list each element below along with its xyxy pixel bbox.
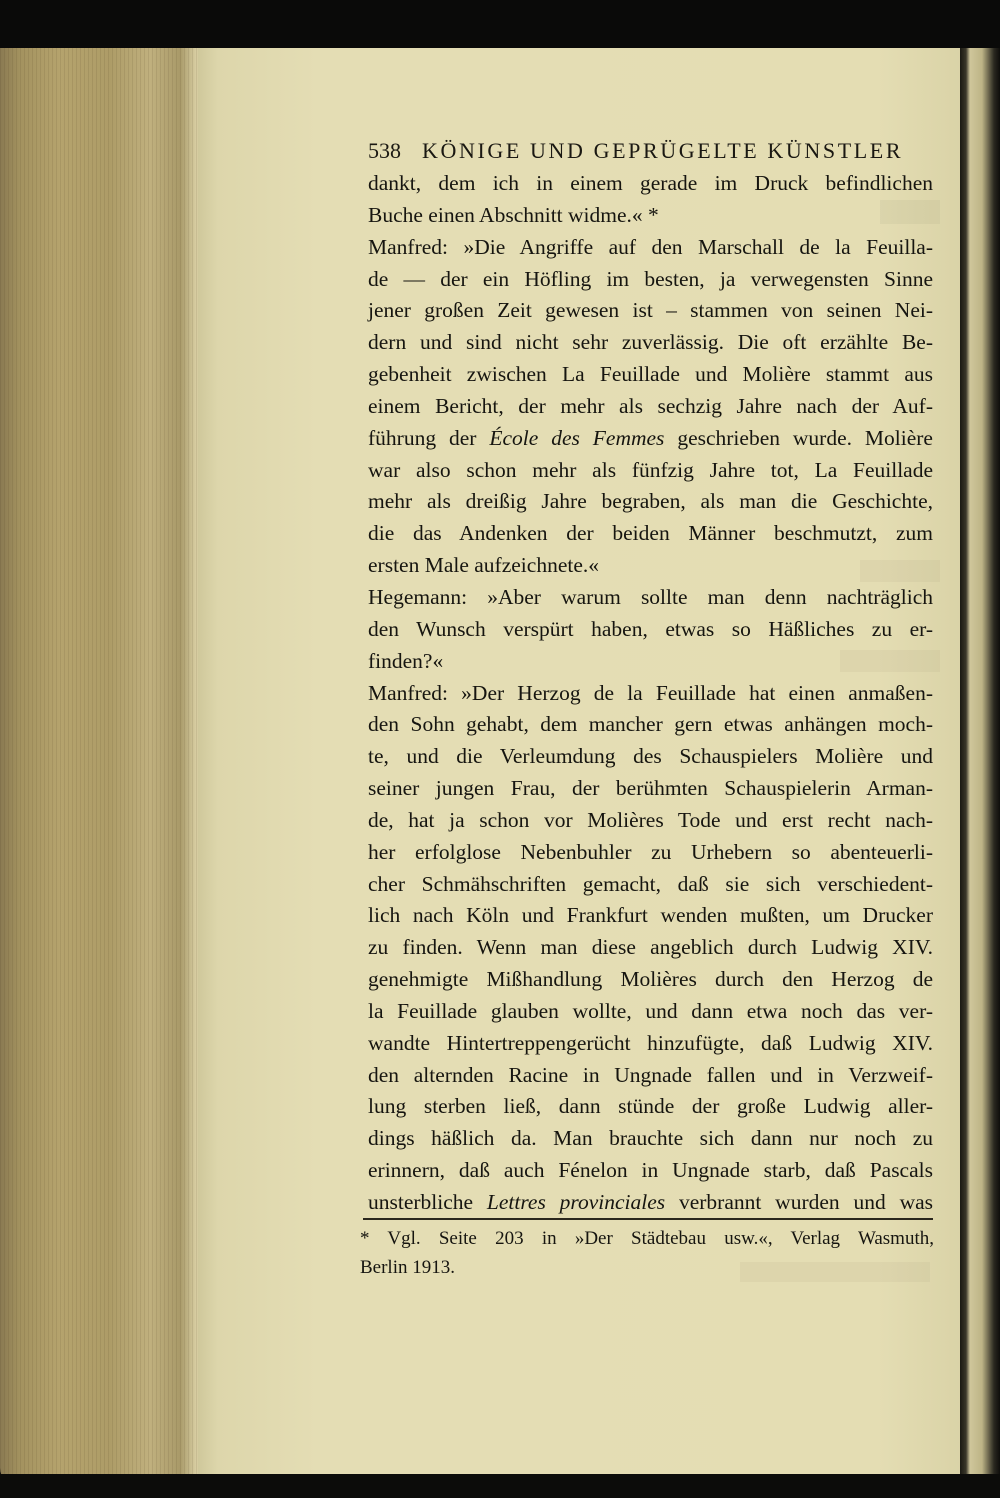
- text-line: Buche einen Abschnitt widme.« *: [368, 202, 659, 227]
- running-head-title: KÖNIGE UND GEPRÜGELTE KÜNSTLER: [422, 138, 904, 163]
- text-line: dankt, dem ich in einem gerade im Druck befindlichen: [368, 171, 933, 195]
- text-line: den Sohn gehabt, dem mancher gern etwas anhängen moch-: [368, 712, 933, 737]
- text-line: erinnern, daß auch Fénelon in Ungnade starb, daß Pascals: [368, 1158, 933, 1183]
- text-line: de, hat ja schon vor Molières Tode und erst recht nach-: [368, 807, 933, 832]
- text-line: dings häßlich da. Man brauchte sich dann nur noch zu: [368, 1126, 933, 1151]
- text-line: mehr als dreißig Jahre begraben, als man die Geschichte,: [368, 489, 933, 514]
- italic-title: École des Femmes: [489, 425, 665, 450]
- text-line: war also schon mehr als fünfzig Jahre tot, La Feuillade: [368, 457, 933, 482]
- text-line: [368, 423, 933, 455]
- text-run: verbrannt wurden und was: [665, 1190, 934, 1214]
- footnote-line: Berlin 1913.: [360, 1257, 455, 1278]
- page-number: 538: [368, 138, 401, 163]
- text-line: te, und die Verleumdung des Schauspielers Molière und: [368, 744, 933, 769]
- footnote-line: * Vgl. Seite 203 in »Der Städtebau usw.«, Verlag Wasmuth,: [360, 1228, 934, 1249]
- text-line: gebenheit zwischen La Feuillade und Molière stammt aus: [368, 362, 933, 387]
- facing-page-edge: [960, 38, 1000, 1498]
- footnote: [360, 1224, 934, 1282]
- book-page-edges: [0, 38, 205, 1486]
- text-line: dern und sind nicht sehr zuverlässig. Die oft erzählte Be-: [368, 330, 933, 355]
- footnote-rule: [363, 1218, 933, 1220]
- text-line: den alternden Racine in Ungnade fallen und in Verzweif-: [368, 1062, 933, 1087]
- text-line: ersten Male aufzeichnete.«: [368, 553, 599, 578]
- text-line: la Feuillade glauben wollte, und dann etwa noch das ver-: [368, 998, 933, 1023]
- text-line: de — der ein Höfling im besten, ja verwegensten Sinne: [368, 266, 933, 291]
- scan-bottom-border: [0, 1474, 1000, 1498]
- text-run: geschrieben wurde. Molière: [664, 425, 933, 450]
- text-line: Manfred: »Der Herzog de la Feuillade hat einen anmaßen-: [368, 680, 933, 705]
- text-line: Hegemann: »Aber warum sollte man denn nachträglich: [368, 584, 933, 609]
- text-line: einem Bericht, der mehr als sechzig Jahre nach der Auf-: [368, 393, 933, 418]
- text-line: cher Schmähschriften gemacht, daß sie sich verschiedent-: [368, 871, 933, 896]
- text-line: den Wunsch verspürt haben, etwas so Häßliches zu er-: [368, 616, 933, 641]
- text-line: seiner jungen Frau, der berühmten Schauspielerin Arman-: [368, 776, 933, 801]
- text-line: jener großen Zeit gewesen ist – stammen von seinen Nei-: [368, 298, 933, 323]
- text-run: unsterbliche: [368, 1190, 487, 1214]
- text-line: her erfolglose Nebenbuhler zu Urhebern so abenteuerli-: [368, 839, 933, 864]
- scan-top-border: [0, 0, 1000, 48]
- text-line: Manfred: »Die Angriffe auf den Marschall de la Feuilla-: [368, 234, 933, 259]
- body-text: [368, 168, 933, 1219]
- text-line: zu finden. Wenn man diese angeblich durch Ludwig XIV.: [368, 935, 933, 960]
- text-line: wandte Hintertreppengerücht hinzufügte, daß Ludwig XIV.: [368, 1030, 933, 1055]
- text-line: die das Andenken der beiden Männer beschmutzt, zum: [368, 521, 933, 546]
- text-line: [368, 1187, 933, 1219]
- text-line: finden?«: [368, 648, 444, 673]
- text-line: lich nach Köln und Frankfurt wenden mußten, um Drucker: [368, 903, 933, 928]
- text-run: führung der: [368, 425, 490, 450]
- text-line: lung sterben ließ, dann stünde der große Ludwig aller-: [368, 1094, 933, 1119]
- running-head: [368, 138, 928, 164]
- text-line: genehmigte Mißhandlung Molières durch den Herzog de: [368, 967, 933, 992]
- italic-title: Lettres provinciales: [486, 1190, 666, 1214]
